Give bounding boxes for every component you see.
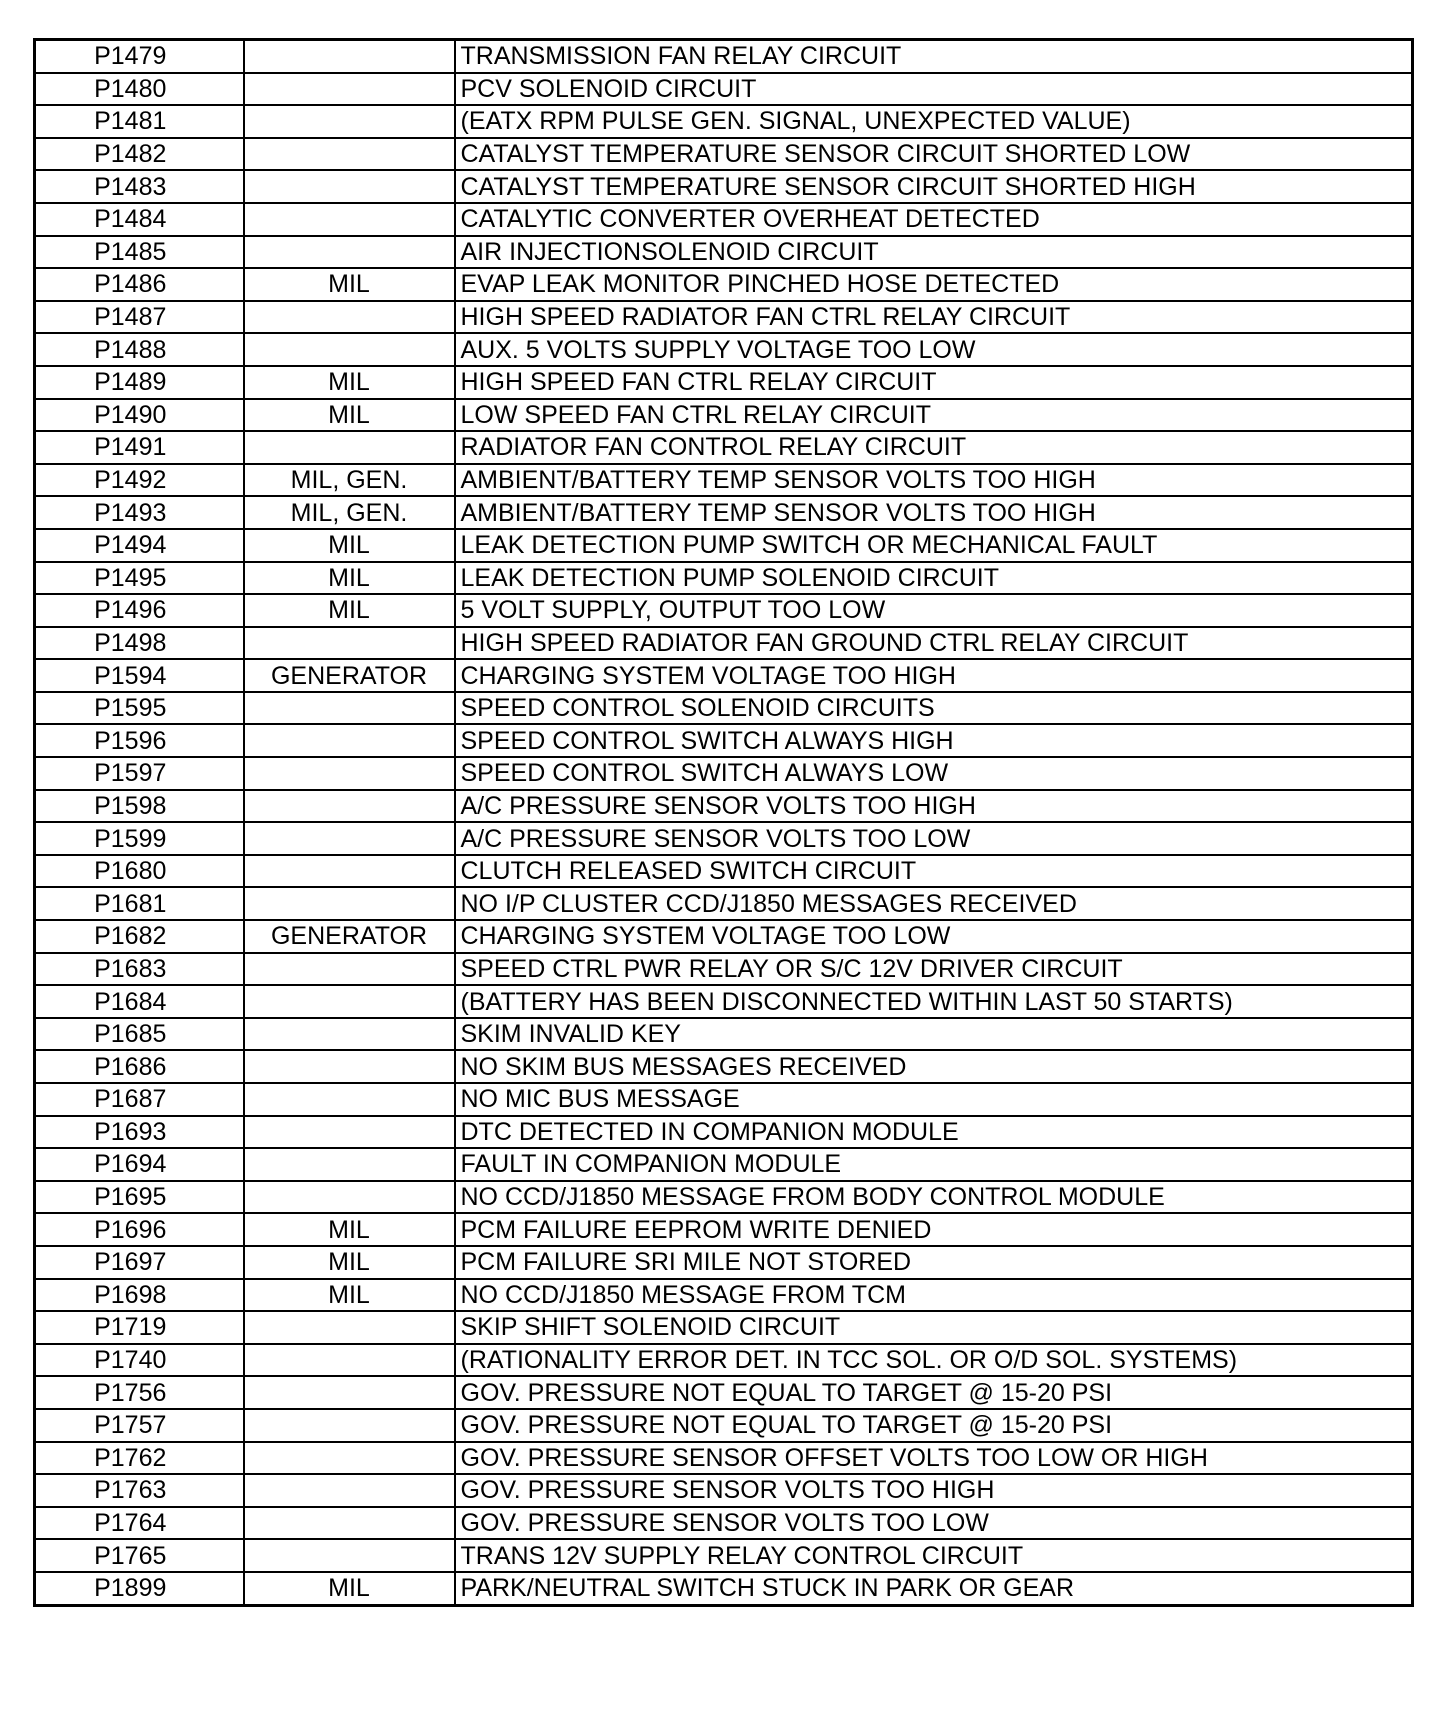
description-cell: HIGH SPEED RADIATOR FAN GROUND CTRL RELAY CIRCUIT [455, 627, 1413, 660]
description-cell: SKIM INVALID KEY [455, 1018, 1413, 1051]
table-row [35, 887, 1413, 920]
warning-lamp-cell: MIL [244, 529, 455, 562]
warning-lamp-cell: MIL [244, 1572, 455, 1605]
description-cell: GOV. PRESSURE SENSOR VOLTS TOO HIGH [455, 1474, 1413, 1507]
description-cell: CATALYTIC CONVERTER OVERHEAT DETECTED [455, 203, 1413, 236]
table-row [35, 366, 1413, 399]
dtc-code-cell: P1599 [35, 822, 244, 855]
description-cell: GOV. PRESSURE SENSOR OFFSET VOLTS TOO LOW OR HIGH [455, 1442, 1413, 1475]
description-cell: GOV. PRESSURE NOT EQUAL TO TARGET @ 15-20 PSI [455, 1409, 1413, 1442]
warning-lamp-cell: MIL, GEN. [244, 464, 455, 497]
warning-lamp-cell: MIL [244, 399, 455, 432]
dtc-code-cell: P1498 [35, 627, 244, 660]
table-row [35, 399, 1413, 432]
warning-lamp-cell [244, 1116, 455, 1149]
description-cell: PARK/NEUTRAL SWITCH STUCK IN PARK OR GEAR [455, 1572, 1413, 1605]
warning-lamp-cell [244, 724, 455, 757]
table-row [35, 855, 1413, 888]
table-row [35, 1018, 1413, 1051]
warning-lamp-cell: GENERATOR [244, 659, 455, 692]
warning-lamp-cell [244, 1539, 455, 1572]
table-row [35, 822, 1413, 855]
warning-lamp-cell [244, 333, 455, 366]
warning-lamp-cell: MIL [244, 1213, 455, 1246]
description-cell: NO CCD/J1850 MESSAGE FROM BODY CONTROL MODULE [455, 1181, 1413, 1214]
description-cell: (BATTERY HAS BEEN DISCONNECTED WITHIN LAST 50 STARTS) [455, 985, 1413, 1018]
dtc-code-cell: P1494 [35, 529, 244, 562]
table-row [35, 1311, 1413, 1344]
dtc-code-cell: P1484 [35, 203, 244, 236]
table-row [35, 1344, 1413, 1377]
table-row [35, 1116, 1413, 1149]
table-row [35, 1572, 1413, 1605]
dtc-code-cell: P1489 [35, 366, 244, 399]
warning-lamp-cell: MIL [244, 594, 455, 627]
warning-lamp-cell [244, 757, 455, 790]
warning-lamp-cell: MIL [244, 268, 455, 301]
description-cell: 5 VOLT SUPPLY, OUTPUT TOO LOW [455, 594, 1413, 627]
description-cell: PCM FAILURE SRI MILE NOT STORED [455, 1246, 1413, 1279]
warning-lamp-cell: MIL [244, 562, 455, 595]
description-cell: A/C PRESSURE SENSOR VOLTS TOO HIGH [455, 790, 1413, 823]
dtc-code-cell: P1899 [35, 1572, 244, 1605]
warning-lamp-cell [244, 138, 455, 171]
table-row [35, 594, 1413, 627]
dtc-code-cell: P1594 [35, 659, 244, 692]
dtc-code-cell: P1595 [35, 692, 244, 725]
description-cell: CATALYST TEMPERATURE SENSOR CIRCUIT SHORTED LOW [455, 138, 1413, 171]
description-cell: SPEED CONTROL SOLENOID CIRCUITS [455, 692, 1413, 725]
dtc-code-cell: P1493 [35, 496, 244, 529]
warning-lamp-cell: MIL, GEN. [244, 496, 455, 529]
description-cell: (RATIONALITY ERROR DET. IN TCC SOL. OR O/D SOL. SYSTEMS) [455, 1344, 1413, 1377]
dtc-code-cell: P1480 [35, 73, 244, 106]
dtc-code-cell: P1495 [35, 562, 244, 595]
description-cell: AUX. 5 VOLTS SUPPLY VOLTAGE TOO LOW [455, 333, 1413, 366]
dtc-code-cell: P1487 [35, 301, 244, 334]
table-row [35, 1083, 1413, 1116]
warning-lamp-cell [244, 953, 455, 986]
table-row [35, 431, 1413, 464]
dtc-code-cell: P1693 [35, 1116, 244, 1149]
table-row [35, 1409, 1413, 1442]
warning-lamp-cell [244, 1311, 455, 1344]
dtc-code-cell: P1765 [35, 1539, 244, 1572]
warning-lamp-cell [244, 431, 455, 464]
warning-lamp-cell [244, 1148, 455, 1181]
warning-lamp-cell: MIL [244, 1246, 455, 1279]
dtc-code-cell: P1764 [35, 1507, 244, 1540]
description-cell: LEAK DETECTION PUMP SOLENOID CIRCUIT [455, 562, 1413, 595]
description-cell: SKIP SHIFT SOLENOID CIRCUIT [455, 1311, 1413, 1344]
dtc-code-cell: P1482 [35, 138, 244, 171]
warning-lamp-cell: MIL [244, 366, 455, 399]
dtc-code-cell: P1598 [35, 790, 244, 823]
table-row [35, 464, 1413, 497]
description-cell: CLUTCH RELEASED SWITCH CIRCUIT [455, 855, 1413, 888]
warning-lamp-cell [244, 170, 455, 203]
warning-lamp-cell [244, 855, 455, 888]
dtc-code-cell: P1685 [35, 1018, 244, 1051]
table-row [35, 1246, 1413, 1279]
description-cell: TRANS 12V SUPPLY RELAY CONTROL CIRCUIT [455, 1539, 1413, 1572]
warning-lamp-cell [244, 1018, 455, 1051]
table-row [35, 659, 1413, 692]
table-row [35, 1213, 1413, 1246]
dtc-code-cell: P1492 [35, 464, 244, 497]
table-row [35, 692, 1413, 725]
description-cell: EVAP LEAK MONITOR PINCHED HOSE DETECTED [455, 268, 1413, 301]
dtc-code-cell: P1684 [35, 985, 244, 1018]
description-cell: (EATX RPM PULSE GEN. SIGNAL, UNEXPECTED VALUE) [455, 105, 1413, 138]
warning-lamp-cell [244, 627, 455, 660]
table-row [35, 1181, 1413, 1214]
description-cell: LEAK DETECTION PUMP SWITCH OR MECHANICAL FAULT [455, 529, 1413, 562]
dtc-code-cell: P1596 [35, 724, 244, 757]
description-cell: AIR INJECTIONSOLENOID CIRCUIT [455, 236, 1413, 269]
dtc-code-cell: P1490 [35, 399, 244, 432]
description-cell: NO MIC BUS MESSAGE [455, 1083, 1413, 1116]
table-row [35, 562, 1413, 595]
table-row [35, 985, 1413, 1018]
warning-lamp-cell [244, 40, 455, 73]
warning-lamp-cell [244, 1409, 455, 1442]
warning-lamp-cell [244, 203, 455, 236]
dtc-code-cell: P1719 [35, 1311, 244, 1344]
dtc-code-cell: P1697 [35, 1246, 244, 1279]
description-cell: A/C PRESSURE SENSOR VOLTS TOO LOW [455, 822, 1413, 855]
warning-lamp-cell [244, 236, 455, 269]
table-row [35, 333, 1413, 366]
warning-lamp-cell [244, 73, 455, 106]
warning-lamp-cell [244, 1181, 455, 1214]
warning-lamp-cell [244, 1376, 455, 1409]
table-row [35, 105, 1413, 138]
description-cell: DTC DETECTED IN COMPANION MODULE [455, 1116, 1413, 1149]
description-cell: HIGH SPEED RADIATOR FAN CTRL RELAY CIRCUIT [455, 301, 1413, 334]
dtc-code-cell: P1682 [35, 920, 244, 953]
table-row [35, 301, 1413, 334]
description-cell: NO I/P CLUSTER CCD/J1850 MESSAGES RECEIVED [455, 887, 1413, 920]
table-row [35, 268, 1413, 301]
dtc-code-cell: P1486 [35, 268, 244, 301]
dtc-code-cell: P1479 [35, 40, 244, 73]
warning-lamp-cell [244, 822, 455, 855]
dtc-code-cell: P1762 [35, 1442, 244, 1475]
description-cell: AMBIENT/BATTERY TEMP SENSOR VOLTS TOO HIGH [455, 496, 1413, 529]
dtc-code-cell: P1763 [35, 1474, 244, 1507]
dtc-table-body [35, 40, 1413, 1606]
warning-lamp-cell [244, 985, 455, 1018]
dtc-code-cell: P1485 [35, 236, 244, 269]
description-cell: NO SKIM BUS MESSAGES RECEIVED [455, 1050, 1413, 1083]
table-row [35, 529, 1413, 562]
dtc-code-cell: P1680 [35, 855, 244, 888]
dtc-code-cell: P1681 [35, 887, 244, 920]
dtc-code-table [33, 38, 1414, 1607]
table-row [35, 920, 1413, 953]
table-row [35, 1442, 1413, 1475]
warning-lamp-cell [244, 887, 455, 920]
dtc-code-cell: P1696 [35, 1213, 244, 1246]
table-row [35, 170, 1413, 203]
dtc-code-cell: P1496 [35, 594, 244, 627]
warning-lamp-cell [244, 1474, 455, 1507]
description-cell: LOW SPEED FAN CTRL RELAY CIRCUIT [455, 399, 1413, 432]
dtc-code-cell: P1756 [35, 1376, 244, 1409]
warning-lamp-cell [244, 1344, 455, 1377]
description-cell: PCM FAILURE EEPROM WRITE DENIED [455, 1213, 1413, 1246]
table-row [35, 1507, 1413, 1540]
table-row [35, 1050, 1413, 1083]
table-row [35, 757, 1413, 790]
description-cell: AMBIENT/BATTERY TEMP SENSOR VOLTS TOO HIGH [455, 464, 1413, 497]
table-row [35, 1376, 1413, 1409]
dtc-code-cell: P1683 [35, 953, 244, 986]
description-cell: GOV. PRESSURE SENSOR VOLTS TOO LOW [455, 1507, 1413, 1540]
description-cell: SPEED CTRL PWR RELAY OR S/C 12V DRIVER CIRCUIT [455, 953, 1413, 986]
warning-lamp-cell [244, 1083, 455, 1116]
dtc-code-cell: P1488 [35, 333, 244, 366]
dtc-code-cell: P1698 [35, 1279, 244, 1312]
table-row [35, 138, 1413, 171]
dtc-code-cell: P1481 [35, 105, 244, 138]
description-cell: SPEED CONTROL SWITCH ALWAYS HIGH [455, 724, 1413, 757]
dtc-code-cell: P1686 [35, 1050, 244, 1083]
warning-lamp-cell [244, 692, 455, 725]
table-row [35, 1539, 1413, 1572]
warning-lamp-cell: MIL [244, 1279, 455, 1312]
description-cell: CATALYST TEMPERATURE SENSOR CIRCUIT SHORTED HIGH [455, 170, 1413, 203]
description-cell: CHARGING SYSTEM VOLTAGE TOO HIGH [455, 659, 1413, 692]
description-cell: TRANSMISSION FAN RELAY CIRCUIT [455, 40, 1413, 73]
description-cell: HIGH SPEED FAN CTRL RELAY CIRCUIT [455, 366, 1413, 399]
table-row [35, 73, 1413, 106]
dtc-code-cell: P1694 [35, 1148, 244, 1181]
dtc-code-cell: P1757 [35, 1409, 244, 1442]
description-cell: FAULT IN COMPANION MODULE [455, 1148, 1413, 1181]
table-row [35, 790, 1413, 823]
table-row [35, 1148, 1413, 1181]
warning-lamp-cell: GENERATOR [244, 920, 455, 953]
warning-lamp-cell [244, 1442, 455, 1475]
table-row [35, 236, 1413, 269]
warning-lamp-cell [244, 1507, 455, 1540]
description-cell: SPEED CONTROL SWITCH ALWAYS LOW [455, 757, 1413, 790]
table-row [35, 1474, 1413, 1507]
dtc-code-cell: P1491 [35, 431, 244, 464]
table-row [35, 203, 1413, 236]
table-row [35, 724, 1413, 757]
dtc-code-cell: P1597 [35, 757, 244, 790]
table-row [35, 1279, 1413, 1312]
description-cell: NO CCD/J1850 MESSAGE FROM TCM [455, 1279, 1413, 1312]
table-row [35, 953, 1413, 986]
description-cell: RADIATOR FAN CONTROL RELAY CIRCUIT [455, 431, 1413, 464]
table-row [35, 627, 1413, 660]
dtc-code-cell: P1695 [35, 1181, 244, 1214]
dtc-code-cell: P1740 [35, 1344, 244, 1377]
table-row [35, 40, 1413, 73]
description-cell: PCV SOLENOID CIRCUIT [455, 73, 1413, 106]
warning-lamp-cell [244, 790, 455, 823]
warning-lamp-cell [244, 1050, 455, 1083]
table-row [35, 496, 1413, 529]
dtc-code-cell: P1687 [35, 1083, 244, 1116]
dtc-code-cell: P1483 [35, 170, 244, 203]
description-cell: CHARGING SYSTEM VOLTAGE TOO LOW [455, 920, 1413, 953]
warning-lamp-cell [244, 301, 455, 334]
warning-lamp-cell [244, 105, 455, 138]
description-cell: GOV. PRESSURE NOT EQUAL TO TARGET @ 15-20 PSI [455, 1376, 1413, 1409]
